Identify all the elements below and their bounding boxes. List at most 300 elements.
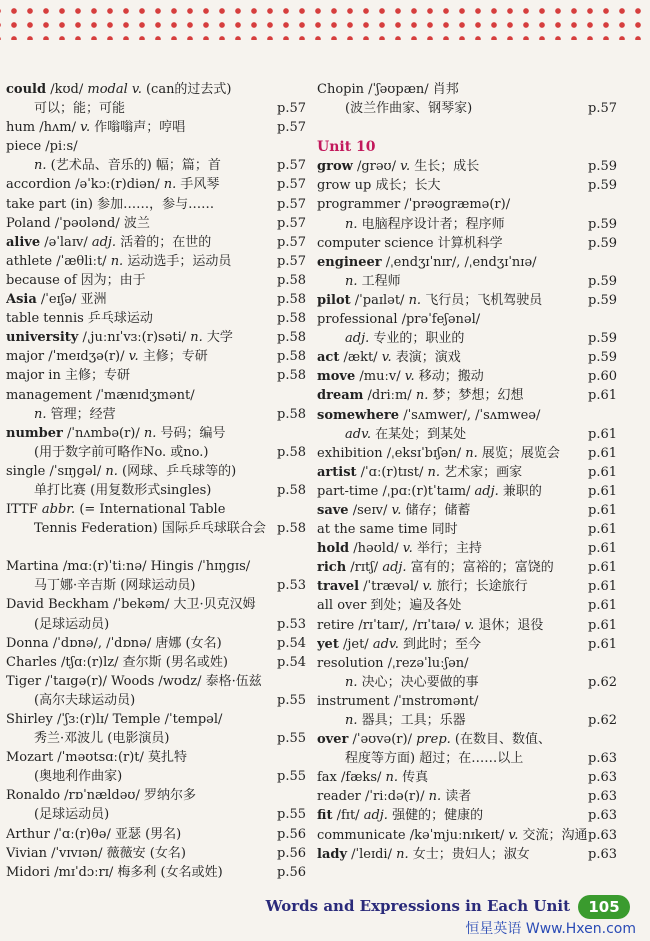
page-reference: p.61 <box>588 636 617 652</box>
entry-line <box>317 806 617 825</box>
part-of-speech: n. <box>143 425 157 441</box>
entry-text: because of 因为；由于 <box>6 272 146 288</box>
glossary-entry <box>6 557 306 595</box>
entry-text: athlete /ˈæθliːt/ <box>6 253 111 269</box>
entry-text: 单打比赛 (用复数形式singles) <box>34 482 212 498</box>
entry-line <box>6 386 306 405</box>
headword: hold <box>317 541 350 557</box>
page-reference: p.57 <box>277 120 306 136</box>
part-of-speech: n. <box>465 445 478 461</box>
page-reference: p.59 <box>588 350 617 366</box>
entry-text: Mozart /ˈməʊtsɑː(r)t/ 莫扎特 <box>6 750 188 766</box>
entry-text: at the same time 同时 <box>317 522 458 538</box>
entry-line <box>317 386 617 405</box>
entry-line <box>6 519 306 538</box>
part-of-speech: n. <box>396 846 409 862</box>
part-of-speech: n. <box>428 789 442 805</box>
entry-line <box>317 80 617 99</box>
definition: (can的过去式) <box>141 82 232 97</box>
entry-text: /ˌjuːnɪˈvɜː(r)səti/ <box>78 330 191 346</box>
page-reference: p.61 <box>588 502 617 518</box>
definition: 电脑程序设计者；程序师 <box>357 216 505 232</box>
part-of-speech: v. <box>80 120 91 136</box>
entry-line <box>317 176 617 195</box>
entry-text: fax /fæks/ <box>317 770 386 786</box>
page-reference: p.59 <box>588 331 617 347</box>
page-reference: p.59 <box>588 216 617 232</box>
entry-line <box>317 520 617 539</box>
entry-text: Charles /tʃɑː(r)lz/ 查尔斯 (男名或姓) <box>6 654 228 670</box>
entry-line <box>6 233 306 252</box>
page-reference: p.58 <box>277 406 306 422</box>
page-reference: p.62 <box>588 713 617 728</box>
entry-line <box>6 863 306 882</box>
glossary-entry <box>6 118 306 137</box>
definition: 器具；工具；乐器 <box>357 713 466 728</box>
glossary-entry <box>6 863 306 882</box>
entry-line <box>6 424 306 443</box>
headword: Asia <box>6 292 37 308</box>
entry-line <box>317 195 617 214</box>
part-of-speech: v. <box>464 617 475 633</box>
glossary-entry <box>317 482 617 501</box>
page-reference: p.61 <box>588 579 617 595</box>
glossary-entry <box>317 806 617 825</box>
entry-text: /əˈlaɪv/ <box>40 234 92 250</box>
definition: 兼职的 <box>498 483 542 499</box>
part-of-speech: n. <box>385 770 399 786</box>
page-reference: p.57 <box>277 234 306 250</box>
entry-line <box>317 157 617 176</box>
headword: over <box>317 732 349 748</box>
page-reference: p.58 <box>277 444 306 460</box>
part-of-speech: v. <box>381 350 392 366</box>
part-of-speech: v. <box>508 827 519 843</box>
definition: 读者 <box>441 789 472 805</box>
entry-text: accordion /əˈkɔː(r)diən/ <box>6 177 164 193</box>
entry-line <box>6 443 306 462</box>
entry-line <box>317 463 617 482</box>
part-of-speech: v. <box>422 579 433 595</box>
entry-text: /ækt/ <box>339 350 382 366</box>
entry-line <box>317 711 617 730</box>
definition: 主修；专研 <box>138 349 208 365</box>
entry-text: computer science 计算机科学 <box>317 235 503 251</box>
page-reference: p.56 <box>277 826 306 842</box>
entry-line <box>317 444 617 463</box>
glossary-entry <box>317 558 617 577</box>
glossary-entry <box>6 500 306 538</box>
page-reference: p.57 <box>277 215 306 231</box>
definition: 号码；编号 <box>156 425 226 441</box>
entry-line <box>6 672 306 691</box>
entry-text: 马丁娜·辛吉斯 (网球运动员) <box>34 578 196 594</box>
page-reference: p.59 <box>588 159 617 175</box>
page-reference: p.53 <box>277 578 306 594</box>
entry-line <box>6 214 306 233</box>
entry-line <box>6 500 306 519</box>
entry-text: Poland /ˈpəʊlənd/ 波兰 <box>6 215 150 231</box>
entry-text: (足球运动员) <box>34 616 110 632</box>
glossary-entry <box>6 252 306 271</box>
entry-line <box>317 749 617 768</box>
glossary-entry <box>317 444 617 463</box>
glossary-entry <box>6 195 306 214</box>
footer-title: Words and Expressions in Each Unit <box>265 897 570 915</box>
part-of-speech: adj. <box>363 808 388 824</box>
glossary-entry <box>6 748 306 786</box>
entry-text: Tiger /ˈtaɪgə(r)/ Woods /wʊdz/ 泰格·伍兹 <box>6 673 262 689</box>
part-of-speech: n. <box>34 406 47 422</box>
glossary-entry <box>317 176 617 195</box>
entry-text: (足球运动员) <box>34 807 110 823</box>
entry-text: management /ˈmænɪdʒmənt/ <box>6 387 195 403</box>
entry-line <box>6 844 306 863</box>
entry-line <box>6 118 306 137</box>
entry-line <box>6 710 306 729</box>
glossary-entry <box>6 595 306 633</box>
entry-line <box>317 215 617 234</box>
entry-line <box>6 615 306 634</box>
page-number-badge: 105 <box>578 895 630 919</box>
entry-text: /rɪtʃ/ <box>346 560 383 576</box>
definition: 强健的；健康的 <box>387 808 484 824</box>
glossary-entry <box>317 501 617 520</box>
part-of-speech: prep. <box>416 732 451 748</box>
entry-line <box>6 748 306 767</box>
glossary-entry <box>6 290 306 309</box>
entry-text: Vivian /ˈvɪvɪən/ 薇薇安 (女名) <box>6 845 186 861</box>
entry-text: /ˈnʌmbə(r)/ <box>62 425 144 441</box>
entry-text: all over 到处；遍及各处 <box>317 598 462 614</box>
entry-text: part-time /ˌpɑː(r)tˈtaɪm/ <box>317 483 475 499</box>
headword: engineer <box>317 254 382 270</box>
glossary-entry <box>6 137 306 175</box>
definition: 旅行；长途旅行 <box>432 579 528 595</box>
entry-text: /ˈleɪdi/ <box>347 846 397 862</box>
entry-text: /ˈpaɪlət/ <box>350 292 409 308</box>
entry-line <box>317 654 617 673</box>
page-reference: p.61 <box>588 522 617 538</box>
entry-line <box>6 271 306 290</box>
glossary-entry <box>6 366 306 385</box>
entry-line <box>6 156 306 175</box>
headword: lady <box>317 846 348 862</box>
entry-text: /grəʊ/ <box>352 159 401 175</box>
glossary-entry <box>6 386 306 424</box>
entry-line <box>317 234 617 253</box>
page-reference: p.62 <box>588 674 617 690</box>
entry-line <box>6 729 306 748</box>
definition: 工程师 <box>357 273 401 289</box>
entry-line <box>317 635 617 654</box>
definition: 移动；搬动 <box>414 369 484 385</box>
page-reference: p.61 <box>588 541 617 557</box>
entry-line <box>6 595 306 614</box>
definition: 手风琴 <box>176 177 220 193</box>
entry-text: (奥地利作曲家) <box>34 769 123 785</box>
page-reference: p.53 <box>277 616 306 632</box>
glossary-entry <box>317 826 617 845</box>
part-of-speech: n. <box>110 253 124 269</box>
definition: 富有的；富裕的；富饶的 <box>406 560 554 576</box>
entry-line <box>317 845 617 864</box>
page-reference: p.57 <box>277 158 306 174</box>
page-reference: p.60 <box>588 369 617 385</box>
entry-line <box>6 175 306 194</box>
unit-heading: Unit 10 <box>317 139 376 156</box>
entry-line <box>317 272 617 291</box>
page-reference: p.63 <box>588 770 617 786</box>
page-reference: p.61 <box>588 426 617 442</box>
part-of-speech: n. <box>345 273 358 289</box>
entry-text: major /ˈmeɪdʒə(r)/ <box>6 349 129 365</box>
entry-line <box>317 596 617 615</box>
page-reference: p.61 <box>588 483 617 499</box>
entry-line <box>6 691 306 710</box>
entry-line <box>317 482 617 501</box>
definition: 表演；演戏 <box>391 350 461 366</box>
part-of-speech: adj. <box>91 234 117 250</box>
entry-text: take part (in) 参加……，参与…… <box>6 196 215 212</box>
entry-text: piece /piːs/ <box>6 139 78 155</box>
page-reference: p.59 <box>588 292 617 308</box>
entry-text: communicate /kəˈmjuːnɪkeɪt/ <box>317 827 509 843</box>
definition: 专业的；职业的 <box>369 331 465 347</box>
right-column <box>317 80 617 864</box>
entry-line <box>6 309 306 328</box>
entry-text: /driːm/ <box>363 388 416 404</box>
definition: 梦；梦想；幻想 <box>428 388 524 404</box>
entry-line <box>6 99 306 118</box>
headword: dream <box>317 388 364 404</box>
headword: university <box>6 330 79 346</box>
entry-line <box>317 787 617 806</box>
entry-line <box>317 768 617 787</box>
definition: 退休；退役 <box>474 617 544 633</box>
headword: pilot <box>317 292 351 308</box>
glossary-entry <box>6 175 306 194</box>
glossary-entry <box>317 635 617 654</box>
entry-text: /ˌendʒɪˈnɪr/, /ˌendʒɪˈnɪə/ <box>381 254 537 270</box>
page-reference: p.56 <box>277 864 306 880</box>
entry-line <box>317 501 617 520</box>
definition: 女士；贵妇人；淑女 <box>408 846 530 862</box>
definition: 生长；成长 <box>410 159 480 175</box>
entry-text: /ˈɑː(r)tɪst/ <box>356 464 428 480</box>
entry-text: 可以；能；可能 <box>34 101 126 117</box>
part-of-speech: v. <box>404 369 415 385</box>
headword: fit <box>317 808 333 824</box>
definition: 传真 <box>398 770 429 786</box>
glossary-entry <box>6 424 306 462</box>
entry-line <box>6 481 306 500</box>
entry-line <box>6 347 306 366</box>
headword: artist <box>317 464 357 480</box>
entry-text: /muːv/ <box>355 369 405 385</box>
page-reference: p.57 <box>277 177 306 193</box>
section-gap <box>6 538 306 557</box>
headword: move <box>317 369 356 385</box>
page-reference: p.63 <box>588 751 617 767</box>
entry-text: Martina /mɑː(r)ˈtiːnə/ Hingis /ˈhɪŋgɪs/ <box>6 559 251 575</box>
page-reference: p.63 <box>588 789 617 805</box>
glossary-entry <box>317 406 617 444</box>
entry-text: (用于数字前可略作No. 或no.) <box>34 444 209 460</box>
entry-line <box>6 137 306 156</box>
glossary-entry <box>6 710 306 748</box>
entry-line <box>6 805 306 824</box>
entry-text: David Beckham /ˈbekəm/ 大卫·贝克汉姆 <box>6 597 256 613</box>
page-reference: p.61 <box>588 560 617 576</box>
entry-text: Donna /ˈdɒnə/, /ˈdɒnə/ 唐娜 (女名) <box>6 635 222 651</box>
glossary-entry <box>317 845 617 864</box>
entry-text: (波兰作曲家、钢琴家) <box>345 101 473 117</box>
entry-text: 程度等方面) 超过；在……以上 <box>345 751 524 767</box>
entry-text: retire /rɪˈtaɪr/, /rɪˈtaɪə/ <box>317 617 465 633</box>
entry-text: /kʊd/ <box>46 82 88 97</box>
entry-line <box>317 692 617 711</box>
glossary-entry <box>6 80 306 118</box>
definition: 交流；沟通 <box>518 827 588 843</box>
definition: (在数目、数值、 <box>450 732 552 748</box>
part-of-speech: adv. <box>345 426 372 442</box>
part-of-speech: n. <box>427 464 440 480</box>
glossary-entry <box>317 80 617 118</box>
entry-line <box>6 366 306 385</box>
glossary-entry <box>317 291 617 310</box>
entry-line <box>317 577 617 596</box>
definition: 储存；储蓄 <box>401 502 471 518</box>
entry-line <box>317 616 617 635</box>
glossary-entry <box>317 234 617 253</box>
page-reference: p.56 <box>277 845 306 861</box>
part-of-speech: v. <box>402 541 413 557</box>
entry-line <box>6 557 306 576</box>
glossary-entry <box>317 596 617 615</box>
entry-line <box>6 290 306 309</box>
entry-line <box>317 253 617 272</box>
definition: 到此时；至今 <box>398 636 481 652</box>
glossary-entry <box>317 463 617 482</box>
part-of-speech: n. <box>415 388 429 404</box>
page-reference: p.54 <box>277 654 306 670</box>
glossary-entry <box>6 653 306 672</box>
entry-line <box>6 80 306 99</box>
entry-line <box>317 406 617 425</box>
part-of-speech: n. <box>34 158 47 174</box>
entry-line <box>6 405 306 424</box>
definition: 在某处；到某处 <box>371 426 467 442</box>
page-reference: p.58 <box>277 330 306 346</box>
definition: 作嗡嗡声；哼唱 <box>90 120 186 136</box>
left-column <box>6 80 306 882</box>
headword: grow <box>317 159 353 175</box>
entry-text: /seɪv/ <box>348 502 392 518</box>
entry-line <box>6 825 306 844</box>
entry-text: (高尔夫球运动员) <box>34 692 136 708</box>
glossary-entry <box>317 768 617 787</box>
entry-text: exhibition /ˌeksɪˈbɪʃən/ <box>317 445 466 461</box>
glossary-entry <box>317 253 617 291</box>
part-of-speech: n. <box>163 177 177 193</box>
definition: 活着的；在世的 <box>116 234 212 250</box>
entry-text: resolution /ˌrezəˈluːʃən/ <box>317 655 469 671</box>
part-of-speech: v. <box>128 349 139 365</box>
entry-line <box>317 558 617 577</box>
part-of-speech: modal v. <box>87 82 142 97</box>
glossary-entry <box>6 328 306 347</box>
glossary-entry <box>6 309 306 328</box>
page-reference: p.59 <box>588 235 617 251</box>
entry-text: /ˈsʌmwer/, /ˈsʌmweə/ <box>399 407 541 423</box>
glossary-entry <box>317 386 617 405</box>
entry-text: grow up 成长；长大 <box>317 178 441 194</box>
headword: number <box>6 425 63 441</box>
page-reference: p.63 <box>588 846 617 862</box>
entry-line <box>317 329 617 348</box>
definition: 展览；展览会 <box>477 445 560 461</box>
entry-line <box>317 425 617 444</box>
entry-line <box>6 576 306 595</box>
glossary-entry <box>317 654 617 692</box>
glossary-entry <box>6 844 306 863</box>
entry-line <box>317 539 617 558</box>
entry-text: 秀兰·邓波儿 (电影演员) <box>34 731 170 747</box>
part-of-speech: adj. <box>345 331 370 347</box>
entry-line <box>6 634 306 653</box>
entry-text: Tennis Federation) 国际乒乓球联合会 <box>34 521 266 537</box>
entry-text: /ˈtrævəl/ <box>359 579 423 595</box>
headword: somewhere <box>317 407 400 423</box>
part-of-speech: adj. <box>474 483 499 499</box>
page-reference: p.61 <box>588 388 617 404</box>
entry-text: /ˈəʊvə(r)/ <box>348 732 417 748</box>
part-of-speech: n. <box>345 216 358 232</box>
glossary-entry <box>317 310 617 348</box>
definition: 艺术家；画家 <box>440 464 523 480</box>
page-reference: p.58 <box>277 292 306 308</box>
page-reference: p.59 <box>588 178 617 194</box>
part-of-speech: adj. <box>382 560 407 576</box>
glossary-entry <box>6 233 306 252</box>
entry-line <box>6 653 306 672</box>
glossary-entry <box>317 539 617 558</box>
part-of-speech: abbr. <box>41 502 76 518</box>
page-reference: p.57 <box>588 101 617 117</box>
definition: 飞行员；飞机驾驶员 <box>421 292 543 308</box>
page-reference: p.63 <box>588 808 617 824</box>
entry-line <box>317 348 617 367</box>
headword: alive <box>6 234 41 250</box>
page-reference: p.57 <box>277 101 306 117</box>
entry-text: programmer /ˈprəʊgræmə(r)/ <box>317 197 511 213</box>
part-of-speech: n. <box>345 674 358 690</box>
page-reference: p.59 <box>588 273 617 289</box>
entry-text: /həʊld/ <box>349 541 403 557</box>
entry-text: Ronaldo /rɒˈnældəʊ/ 罗纳尔多 <box>6 788 197 804</box>
definition: 决心；决心要做的事 <box>357 674 479 690</box>
definition: 举行；主持 <box>412 541 482 557</box>
entry-text: ITTF <box>6 502 42 518</box>
page-reference: p.57 <box>277 253 306 269</box>
entry-text: /fɪt/ <box>332 808 364 824</box>
page-reference: p.58 <box>277 311 306 327</box>
page-reference: p.61 <box>588 598 617 614</box>
entry-line <box>317 730 617 749</box>
part-of-speech: n. <box>345 713 358 728</box>
glossary-entry <box>6 825 306 844</box>
